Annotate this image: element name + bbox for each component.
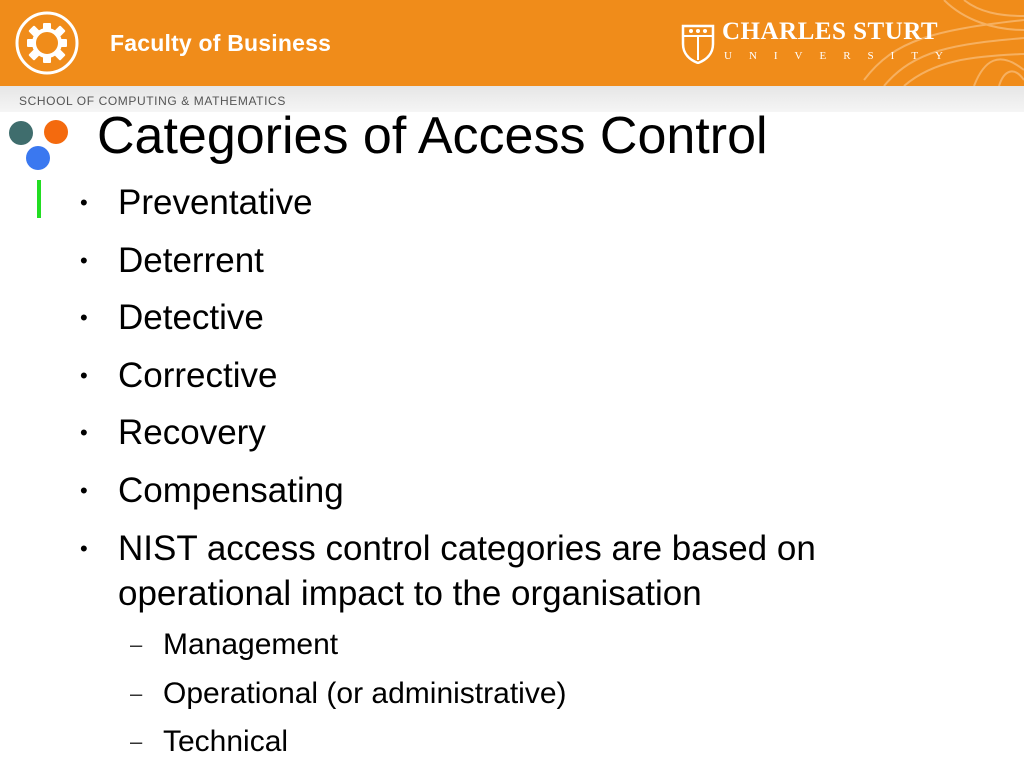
teal-dot (9, 121, 33, 145)
bullet-text: Corrective (118, 355, 278, 395)
bullet-list (76, 180, 996, 620)
sub-bullet-text: Technical (163, 725, 289, 758)
bullet-item (76, 353, 996, 398)
bullet-marker: • (80, 247, 88, 273)
university-name: CHARLES STURT (722, 18, 939, 45)
bullet-marker: • (80, 477, 88, 503)
bullet-text: Deterrent (118, 240, 264, 280)
bullet-item (76, 526, 996, 616)
sub-bullet-text: Management (163, 628, 339, 661)
sub-bullet-item (76, 724, 996, 760)
bullet-text: Detective (118, 298, 264, 338)
sub-bullet-text: Operational (or administrative) (163, 676, 567, 710)
university-subtitle: UNIVERSITY (724, 50, 960, 62)
sub-bullet-marker: – (130, 632, 143, 657)
school-name: SCHOOL OF COMPUTING & MATHEMATICS (19, 94, 286, 108)
bullet-text: Preventative (118, 183, 313, 222)
decorative-dots (0, 112, 80, 232)
bullet-text: Recovery (118, 413, 266, 453)
bullet-marker: • (80, 305, 88, 331)
bullet-text: NIST access control categories are based on operational impact to the organisation (118, 528, 816, 613)
bullet-item (76, 468, 996, 513)
sub-bullet-marker: – (130, 680, 143, 706)
bullet-marker: • (80, 535, 88, 561)
bullet-item (76, 410, 996, 455)
faculty-gear-logo-icon (12, 7, 82, 79)
sub-bullet-list (76, 627, 996, 773)
university-crest-icon (680, 22, 716, 64)
faculty-name: Faculty of Business (110, 30, 332, 56)
sub-bullet-marker: – (130, 729, 143, 754)
accent-line (37, 180, 41, 218)
bullet-marker: • (80, 190, 88, 215)
blue-dot (26, 146, 50, 170)
bullet-marker: • (80, 420, 88, 446)
bullet-item (76, 180, 996, 225)
header-banner (0, 0, 1024, 86)
bullet-item (76, 238, 996, 283)
bullet-marker: • (80, 362, 88, 388)
bullet-item (76, 295, 996, 340)
sub-bullet-item (76, 627, 996, 663)
bullet-text: Compensating (118, 470, 344, 510)
orange-dot (44, 120, 68, 144)
slide-title: Categories of Access Control (97, 107, 768, 165)
sub-bullet-item (76, 676, 996, 712)
